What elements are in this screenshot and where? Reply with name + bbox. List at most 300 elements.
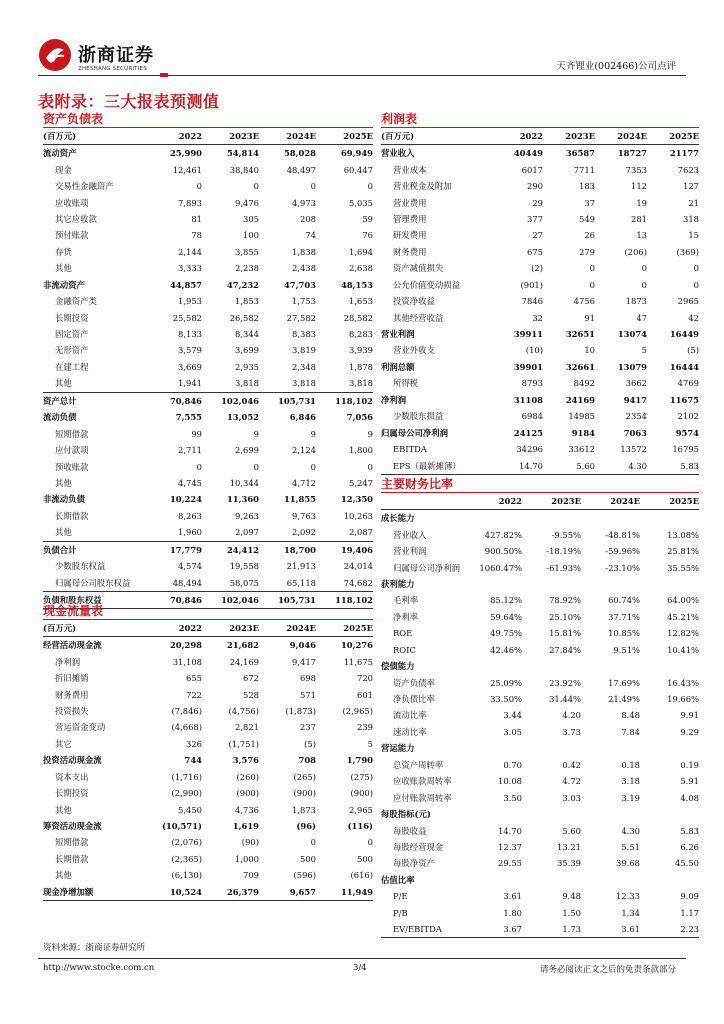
row-label: 营业外收支 — [393, 345, 435, 356]
row-value: 3.67 — [503, 924, 522, 935]
year-header: 2022 — [178, 131, 202, 141]
row-value: 13 — [636, 230, 647, 241]
table-row — [381, 740, 699, 756]
row-value: 4,745 — [178, 477, 202, 488]
row-value: 9.91 — [680, 710, 699, 721]
row-value: 24,014 — [343, 561, 373, 572]
company-logo-icon — [38, 38, 72, 72]
row-value: (900) — [236, 788, 259, 799]
company-name-cn: 浙商证券 — [78, 45, 154, 66]
table-row — [381, 625, 699, 641]
row-label: 获利能力 — [381, 578, 415, 589]
cash-flow-table — [43, 604, 373, 901]
row-value: 48,497 — [286, 164, 316, 175]
row-value: 6984 — [521, 411, 543, 422]
table-row — [381, 441, 699, 457]
company-name-en: ZHESHANG SECURITIES — [78, 66, 147, 72]
row-value: (2,365) — [171, 853, 202, 864]
row-value: 5.91 — [680, 776, 699, 787]
row-value: 1,694 — [349, 246, 373, 257]
row-value: (900) — [350, 788, 373, 799]
row-value: 10,276 — [340, 640, 373, 651]
row-value: (596) — [293, 870, 316, 881]
row-value: 33.50% — [490, 694, 522, 705]
table-row — [43, 194, 373, 210]
table-row — [43, 736, 373, 752]
row-value: (2,076) — [171, 837, 202, 848]
row-label: 营业利润 — [381, 329, 415, 340]
row-value: (616) — [350, 870, 373, 881]
row-value: 48,153 — [340, 279, 373, 290]
row-value: 2,699 — [235, 445, 259, 456]
row-value: 4,712 — [292, 477, 316, 488]
row-value: (260) — [236, 771, 259, 782]
row-value: 7.84 — [621, 726, 640, 737]
row-label: 毛利率 — [393, 595, 419, 606]
table-row — [381, 510, 699, 526]
row-value: 2,711 — [178, 445, 202, 456]
row-value: 8,383 — [292, 329, 316, 340]
row-value: 25,990 — [169, 148, 202, 159]
table-row — [381, 375, 699, 391]
row-label: 少数股东权益 — [55, 561, 106, 572]
section-title: 利润表 — [381, 112, 699, 128]
table-row — [381, 592, 699, 608]
row-value: 27.84% — [549, 644, 581, 655]
row-value: 19.66% — [667, 694, 699, 705]
row-value: 32661 — [565, 361, 595, 372]
row-value: 100 — [243, 230, 259, 241]
year-header: 2022 — [498, 496, 522, 506]
row-value: 5.51 — [621, 841, 640, 852]
table-row — [43, 145, 373, 161]
row-label: 应收账款周转率 — [393, 776, 452, 787]
row-value: 9 — [310, 428, 316, 439]
row-value: (6,130) — [171, 870, 202, 881]
row-value: 3.61 — [621, 924, 640, 935]
row-label: 流动负债 — [43, 412, 77, 423]
row-value: 5.60 — [576, 460, 595, 471]
row-value: 18727 — [617, 148, 647, 159]
row-value: 3,819 — [292, 345, 316, 356]
row-label: 其他 — [55, 378, 72, 389]
row-label: 财务费用 — [55, 689, 89, 700]
row-value: 15 — [688, 230, 699, 241]
row-value: 25,582 — [172, 312, 202, 323]
row-label: 估值比率 — [381, 874, 415, 885]
row-value: 13,052 — [226, 412, 259, 423]
table-row — [381, 905, 699, 921]
row-value: (369) — [676, 246, 699, 257]
row-value: 5 — [367, 738, 373, 749]
row-value: (10,571) — [162, 821, 202, 832]
row-value: 70,846 — [169, 395, 202, 406]
row-value: 2,092 — [292, 527, 316, 538]
row-value: (275) — [350, 771, 373, 782]
row-value: 0 — [196, 461, 202, 472]
row-value: 23.92% — [549, 677, 581, 688]
table-row — [381, 326, 699, 342]
row-value: 0 — [310, 837, 316, 848]
row-value: 7,056 — [346, 412, 373, 423]
row-value: (206) — [624, 246, 647, 257]
row-label: 应付款项 — [55, 445, 89, 456]
table-row — [43, 686, 373, 702]
table-row — [43, 409, 373, 425]
row-value: (901) — [520, 279, 543, 290]
row-value: 1,853 — [235, 296, 259, 307]
row-value: 10 — [584, 345, 595, 356]
row-value: -18.19% — [546, 546, 581, 557]
table-row — [381, 342, 699, 358]
row-value: 1060.47% — [479, 562, 522, 573]
row-value: 69,949 — [340, 148, 373, 159]
table-row — [381, 872, 699, 888]
row-value: 1,619 — [232, 821, 259, 832]
row-value: 0 — [589, 263, 595, 274]
row-value: 549 — [579, 213, 595, 224]
table-header-row — [43, 620, 373, 637]
row-value: 9 — [253, 428, 259, 439]
row-value: 14985 — [568, 411, 595, 422]
row-value: 28,582 — [343, 312, 373, 323]
row-value: 10,524 — [169, 886, 202, 897]
table-row — [43, 818, 373, 834]
row-value: 5,450 — [178, 804, 202, 815]
row-value: 7846 — [521, 296, 543, 307]
table-row — [381, 576, 699, 592]
row-value: 16795 — [672, 444, 699, 455]
row-label: 研发费用 — [393, 230, 427, 241]
table-row — [43, 574, 373, 590]
table-row — [43, 442, 373, 458]
table-body — [381, 510, 699, 938]
row-value: 85.12% — [490, 595, 522, 606]
row-value: 13079 — [617, 361, 647, 372]
row-value: 64.00% — [667, 595, 699, 606]
unit-label: (百万元) — [43, 131, 77, 141]
footer-divider — [38, 958, 686, 959]
row-value: (116) — [347, 821, 373, 832]
row-value: 2,097 — [235, 527, 259, 538]
row-label: 营运能力 — [381, 743, 415, 754]
row-value: 318 — [683, 213, 699, 224]
table-row — [381, 658, 699, 674]
table-row — [381, 757, 699, 773]
row-label: 流动资产 — [43, 148, 77, 159]
row-label: 预收账款 — [55, 461, 89, 472]
table-row — [43, 178, 373, 194]
row-label: 预付账款 — [55, 230, 89, 241]
year-header: 2022 — [519, 131, 543, 141]
row-label: 负债合计 — [43, 544, 77, 555]
row-label: 公允价值变动损益 — [393, 279, 460, 290]
row-value: 2,348 — [292, 361, 316, 372]
table-row — [381, 674, 699, 690]
row-value: 35.55% — [667, 562, 699, 573]
table-row — [43, 653, 373, 669]
row-value: (2) — [531, 263, 543, 274]
income-statement-table — [381, 112, 699, 475]
row-value: -59.96% — [605, 546, 640, 557]
table-row — [381, 194, 699, 210]
year-header: 2023E — [229, 623, 259, 633]
row-value: 0 — [253, 461, 259, 472]
table-row — [43, 392, 373, 409]
row-label: 成长能力 — [381, 513, 415, 524]
row-value: 1873 — [625, 296, 647, 307]
row-label: 投资净收益 — [393, 296, 435, 307]
row-label: 应付账款周转率 — [393, 792, 452, 803]
row-value: 21 — [688, 197, 699, 208]
table-row — [381, 424, 699, 440]
row-value: 0 — [641, 279, 647, 290]
row-value: 16.43% — [667, 677, 699, 688]
row-label: P/E — [393, 891, 408, 902]
row-label: 流动比率 — [393, 710, 427, 721]
row-value: 0.42 — [562, 759, 581, 770]
row-value: 281 — [631, 213, 647, 224]
row-value: 9417 — [623, 394, 647, 405]
row-value: 29 — [532, 197, 543, 208]
row-value: 1,800 — [349, 445, 373, 456]
row-value: 9,263 — [235, 510, 259, 521]
table-row — [381, 227, 699, 243]
row-label: 金融资产类 — [55, 296, 97, 307]
unit-label: (百万元) — [381, 131, 415, 141]
row-value: 2102 — [677, 411, 699, 422]
row-value: -48.81% — [605, 529, 640, 540]
row-value: 3,333 — [178, 263, 202, 274]
row-value: 675 — [527, 246, 543, 257]
table-row — [43, 884, 373, 901]
row-value: 102,046 — [221, 395, 259, 406]
row-value: 1,653 — [349, 296, 373, 307]
row-value: 5.60 — [562, 825, 581, 836]
row-value: 9 — [367, 428, 373, 439]
row-value: 3,699 — [235, 345, 259, 356]
row-value: 59.64% — [490, 611, 522, 622]
row-value: 39911 — [513, 329, 543, 340]
row-value: 127 — [683, 181, 699, 192]
row-value: 0 — [310, 461, 316, 472]
row-label: 存货 — [55, 246, 72, 257]
row-value: 37.71% — [608, 611, 640, 622]
table-row — [381, 526, 699, 542]
row-value: (96) — [296, 821, 316, 832]
row-value: 8,283 — [349, 329, 373, 340]
row-value: 2,935 — [235, 361, 259, 372]
row-value: 722 — [186, 689, 202, 700]
row-value: 54,814 — [226, 148, 259, 159]
row-value: 39.68 — [616, 858, 640, 869]
row-value: 2,638 — [349, 263, 373, 274]
row-value: 2,087 — [349, 527, 373, 538]
table-row — [43, 524, 373, 540]
table-row — [43, 558, 373, 574]
row-value: 0 — [367, 181, 373, 192]
row-value: -9.55% — [551, 529, 581, 540]
row-value: 1,753 — [292, 296, 316, 307]
row-value: 21177 — [669, 148, 699, 159]
row-value: 9,476 — [235, 197, 259, 208]
row-label: 筹资活动现金流 — [43, 821, 102, 832]
row-value: 10,344 — [229, 477, 259, 488]
table-row — [381, 260, 699, 276]
row-value: 8.48 — [621, 710, 640, 721]
row-value: 91 — [584, 312, 595, 323]
table-row — [43, 309, 373, 325]
row-label: 无形资产 — [55, 345, 89, 356]
table-row — [381, 543, 699, 559]
row-label: 资产总计 — [43, 395, 77, 406]
row-label: 负债和股东权益 — [43, 595, 102, 606]
table-row — [43, 244, 373, 260]
footer-url-link[interactable]: http://www.stocke.com.cn — [43, 963, 155, 973]
row-value: 2.23 — [680, 924, 699, 935]
row-value: 3.19 — [621, 792, 640, 803]
row-value: 24,169 — [229, 656, 259, 667]
row-value: 1,878 — [349, 361, 373, 372]
table-header-row — [381, 493, 699, 510]
row-label: EPS（最新摊薄） — [393, 460, 461, 471]
section-title: 资产负债表 — [43, 112, 373, 128]
row-value: 32651 — [565, 329, 595, 340]
table-row — [43, 541, 373, 558]
row-value: 11,360 — [226, 494, 259, 505]
row-value: 0 — [253, 181, 259, 192]
row-label: 偿债能力 — [381, 661, 415, 672]
table-row — [43, 227, 373, 243]
row-value: 305 — [243, 213, 259, 224]
table-row — [43, 851, 373, 867]
row-value: (10) — [525, 345, 543, 356]
row-value: 38,840 — [229, 164, 259, 175]
table-row — [381, 707, 699, 723]
row-value: 708 — [298, 755, 316, 766]
row-label: 净利润 — [381, 394, 407, 405]
row-value: 2354 — [625, 411, 647, 422]
row-label: 长期投资 — [55, 788, 89, 799]
row-value: 2,821 — [235, 722, 259, 733]
row-value: 10.41% — [667, 644, 699, 655]
row-value: 12.82% — [667, 628, 699, 639]
row-label: ROIC — [393, 644, 416, 655]
row-label: 财务费用 — [393, 246, 427, 257]
row-value: 99 — [191, 428, 202, 439]
row-value: 5,247 — [349, 477, 373, 488]
row-value: 6.26 — [680, 841, 699, 852]
row-value: 4,973 — [292, 197, 316, 208]
row-value: (1,751) — [228, 738, 259, 749]
row-value: -61.93% — [546, 562, 581, 573]
table-row — [43, 342, 373, 358]
table-row — [43, 326, 373, 342]
row-value: 3662 — [625, 378, 647, 389]
row-label: 非流动资产 — [43, 279, 85, 290]
table-row — [381, 244, 699, 260]
row-label: 在建工程 — [55, 361, 89, 372]
row-value: 377 — [527, 213, 543, 224]
row-label: 其他 — [55, 804, 72, 815]
table-row — [381, 839, 699, 855]
row-value: 10.08 — [498, 776, 522, 787]
row-value: 13074 — [617, 329, 647, 340]
row-label: 管理费用 — [393, 213, 427, 224]
row-value: 112 — [631, 181, 647, 192]
row-value: 15.81% — [549, 628, 581, 639]
row-value: 4.08 — [680, 792, 699, 803]
row-value: 31.44% — [549, 694, 581, 705]
row-value: 1,000 — [235, 853, 259, 864]
table-row — [43, 703, 373, 719]
row-value: 279 — [579, 246, 595, 257]
row-value: 19,558 — [229, 561, 259, 572]
row-value: 11675 — [669, 394, 699, 405]
row-value: 14.70 — [519, 460, 543, 471]
table-row — [43, 508, 373, 524]
row-value: 1,941 — [178, 378, 202, 389]
row-label: 短期借款 — [55, 837, 89, 848]
row-label: 折旧摊销 — [55, 673, 89, 684]
row-value: 9184 — [571, 427, 595, 438]
row-value: 1,960 — [178, 527, 202, 538]
row-value: 4,574 — [178, 561, 202, 572]
row-label: 每股收益 — [393, 825, 427, 836]
table-row — [43, 867, 373, 883]
row-label: 非流动负债 — [43, 494, 85, 505]
row-value: 58,075 — [229, 577, 259, 588]
row-value: 1.34 — [621, 907, 640, 918]
row-value: 118,102 — [335, 595, 373, 606]
row-value: 5.83 — [680, 825, 699, 836]
row-value: 3.44 — [503, 710, 522, 721]
row-value: 3.61 — [503, 891, 522, 902]
row-value: 105,731 — [278, 595, 316, 606]
row-value: 500 — [300, 853, 316, 864]
row-value: 81 — [191, 213, 202, 224]
row-value: 48,494 — [172, 577, 202, 588]
row-label: 营业费用 — [393, 197, 427, 208]
table-row — [381, 609, 699, 625]
row-value: 37 — [584, 197, 595, 208]
row-value: 3.50 — [503, 792, 522, 803]
row-value: 16444 — [669, 361, 699, 372]
row-label: 交易性金融资产 — [55, 181, 114, 192]
row-value: 10.85% — [608, 628, 640, 639]
row-value: 3,818 — [235, 378, 259, 389]
row-value: 0 — [693, 279, 699, 290]
row-value: 500 — [357, 853, 373, 864]
table-header-row — [381, 128, 699, 145]
row-value: 78 — [191, 230, 202, 241]
year-header: 2025E — [343, 131, 373, 141]
row-value: 36587 — [565, 148, 595, 159]
row-value: 20,298 — [169, 640, 202, 651]
row-value: 0 — [693, 263, 699, 274]
row-value: 18,700 — [283, 544, 316, 555]
data-source-note: 资料来源：浙商证券研究所 — [43, 943, 146, 953]
row-value: 105,731 — [278, 395, 316, 406]
row-value: 183 — [579, 181, 595, 192]
table-row — [381, 392, 699, 408]
page-title: 表附录：三大报表预测值 — [38, 92, 220, 111]
table-row — [381, 789, 699, 805]
row-label: 营业税金及附加 — [393, 181, 452, 192]
row-label: 长期投资 — [55, 312, 89, 323]
row-value: 3,818 — [292, 378, 316, 389]
table-row — [381, 293, 699, 309]
